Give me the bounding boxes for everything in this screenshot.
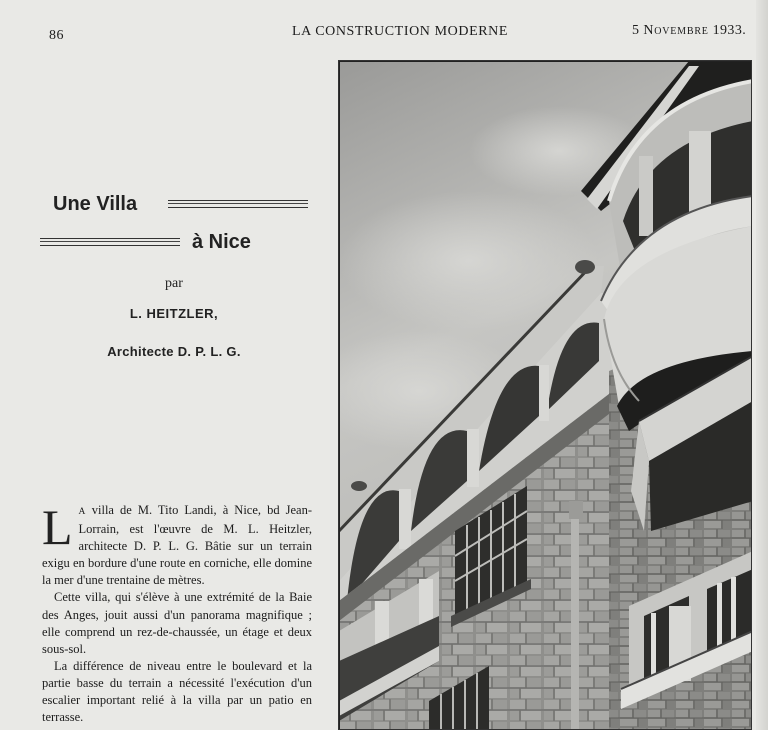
villa-photo-illustration [339,61,752,730]
page-number: 86 [49,28,64,43]
drop-cap: L [42,502,73,555]
article-title-line1: Une Villa [53,193,138,215]
journal-title: LA CONSTRUCTION MODERNE [292,24,509,39]
issue-date [632,23,746,39]
article-paragraph-1 [42,502,312,589]
byline-author-title: Architecte D. P. L. G. [107,344,241,359]
article-paragraph-3: La différence de niveau entre le boulevard et la partie basse du terrain a nécessité l'exécution d'un escalier important relié à la villa par un patio en terrasse. [42,658,312,725]
article-title-line2: à Nice [192,231,251,253]
byline-author: L. HEITZLER, [129,306,219,321]
title-rule-1 [168,200,308,208]
article-body [42,502,312,730]
page-edge [756,0,768,730]
lead-caps: A [78,507,86,517]
paragraph-1-text: villa de M. Tito Landi, à Nice, bd Jean-Lorrain, est l'œuvre de M. L. Heitzler, architecte D. P. L. G. Bâtie sur un terrain exigu en bordure d'une route en corniche, elle domine la mer d'une trentaine de mètres. [42,503,312,588]
article-paragraph-2: Cette villa, qui s'élève à une extrémité de la Baie des Anges, jouit aussi d'un panorama magnifique ; elle comprend un rez-de-chaussée, un étage et deux sous-sol. [42,590,312,656]
byline-par: par [165,276,183,291]
issue-date-month: Novembre [643,23,709,38]
issue-date-year: 1933. [712,23,747,38]
title-rule-2 [40,238,180,246]
villa-photograph [338,60,752,730]
issue-date-day: 5 [632,23,640,38]
